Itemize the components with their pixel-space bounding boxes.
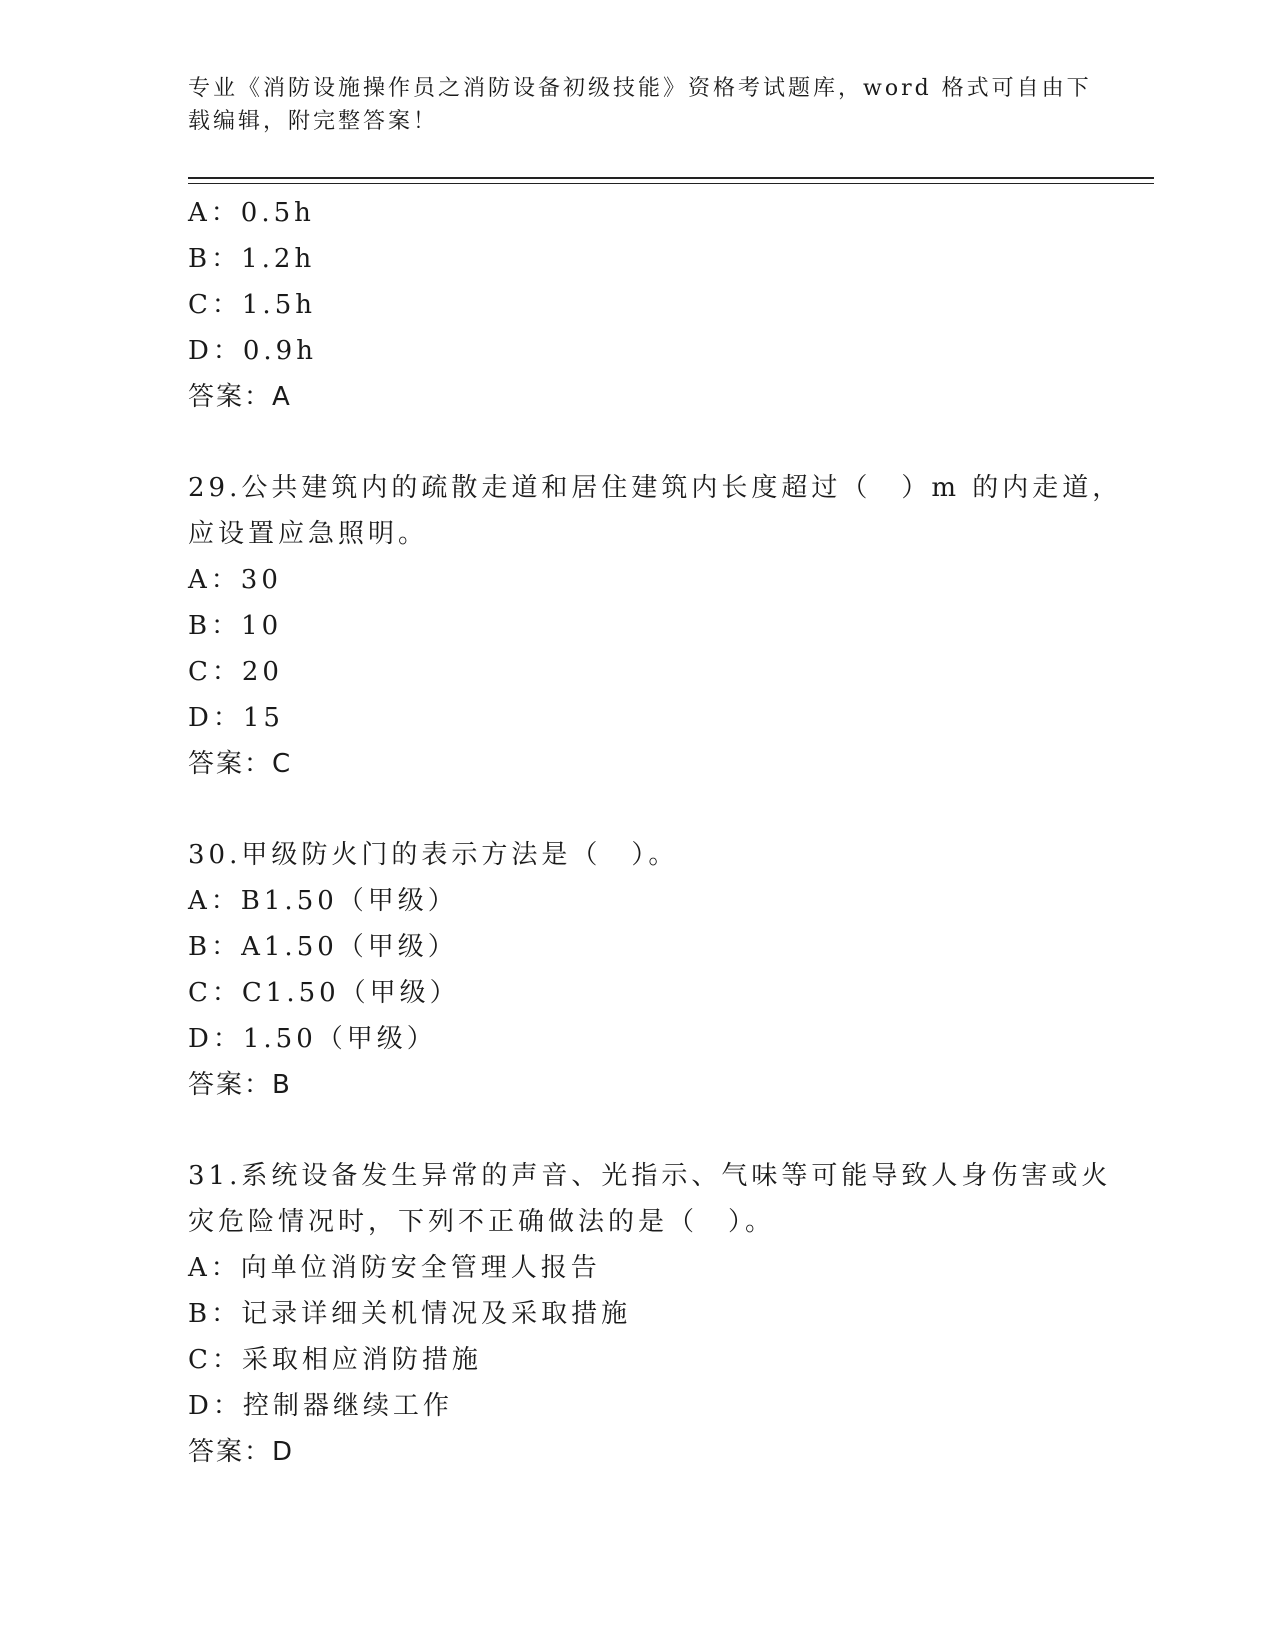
option-b: B：1.2h: [188, 244, 316, 274]
answer-line: 答案：D: [188, 1437, 295, 1467]
spacer: [188, 787, 1154, 832]
question-block-31: [188, 1153, 1154, 1475]
question-content: [188, 190, 1154, 1475]
spacer: [188, 420, 1154, 465]
option-c: C：采取相应消防措施: [188, 1345, 482, 1375]
spacer: [188, 1108, 1154, 1153]
option-a: A：向单位消防安全管理人报告: [188, 1253, 601, 1283]
option-b: B：10: [188, 611, 283, 641]
question-text-line-1: 29.公共建筑内的疏散走道和居住建筑内长度超过（ ）m 的内走道，: [188, 473, 1123, 503]
option-b: B：记录详细关机情况及采取措施: [188, 1299, 632, 1329]
header-line-2: 载编辑，附完整答案！: [188, 109, 439, 134]
option-d: D：15: [188, 703, 284, 733]
question-block-30: [188, 832, 1154, 1108]
answer-line: 答案：C: [188, 749, 293, 779]
option-d: D：1.50（甲级）: [188, 1024, 437, 1054]
option-c: C：1.5h: [188, 290, 316, 320]
option-a: A：30: [188, 565, 282, 595]
option-b: B：A1.50（甲级）: [188, 932, 458, 962]
question-text-line-1: 30.甲级防火门的表示方法是（ ）。: [188, 840, 679, 870]
option-a: A：B1.50（甲级）: [188, 886, 458, 916]
document-header: [188, 72, 1092, 138]
question-block-28: [188, 190, 1154, 420]
header-line-1: 专业《消防设施操作员之消防设备初级技能》资格考试题库，word 格式可自由下: [188, 76, 1092, 101]
header-divider-thick: [188, 177, 1154, 179]
answer-line: 答案：A: [188, 382, 292, 412]
option-c: C：20: [188, 657, 283, 687]
question-text-line-2: 应设置应急照明。: [188, 519, 429, 549]
option-d: D：0.9h: [188, 336, 317, 366]
question-text-line-1: 31.系统设备发生异常的声音、光指示、气味等可能导致人身伤害或火: [188, 1161, 1112, 1191]
option-d: D：控制器继续工作: [188, 1391, 453, 1421]
question-block-29: [188, 465, 1154, 787]
option-c: C：C1.50（甲级）: [188, 978, 460, 1008]
answer-line: 答案：B: [188, 1070, 292, 1100]
question-text-line-2: 灾危险情况时，下列不正确做法的是（ ）。: [188, 1207, 776, 1237]
option-a: A：0.5h: [188, 198, 315, 228]
header-divider-thin: [188, 183, 1154, 184]
